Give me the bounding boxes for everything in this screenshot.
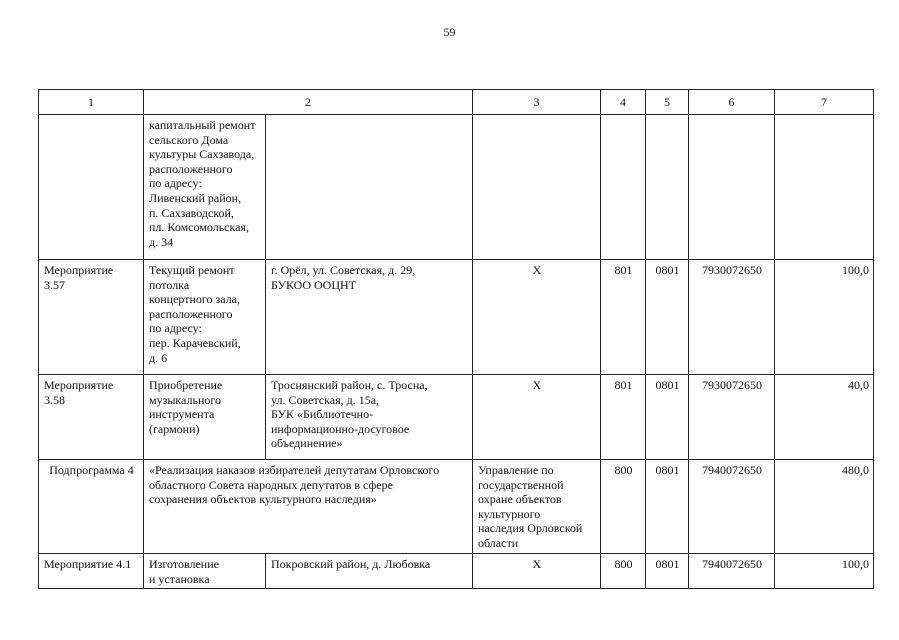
budget-table <box>38 89 874 589</box>
responsible-cell: X <box>473 554 601 589</box>
table-header-row <box>39 90 874 115</box>
header-cell: 4 <box>601 90 646 115</box>
table-row <box>39 260 874 375</box>
header-cell: 7 <box>775 90 874 115</box>
section-cell: 0801 <box>646 375 689 460</box>
code-cell: 801 <box>601 375 646 460</box>
event-code-cell: Мероприятие 3.58 <box>39 375 144 460</box>
code-cell: 801 <box>601 260 646 375</box>
section-cell: 0801 <box>646 260 689 375</box>
header-cell: 2 <box>144 90 473 115</box>
amount-cell: 100,0 <box>775 260 874 375</box>
event-code-cell <box>39 115 144 260</box>
amount-cell <box>775 115 874 260</box>
responsible-cell <box>473 115 601 260</box>
event-address-cell <box>266 115 473 260</box>
event-address-cell: г. Орёл, ул. Советская, д. 29, БУКОО ООЦНТ <box>266 260 473 375</box>
event-name-cell: Приобретение музыкального инструмента (гармони) <box>144 375 266 460</box>
code-cell: 800 <box>601 554 646 589</box>
target-article-cell <box>689 115 775 260</box>
amount-cell: 40,0 <box>775 375 874 460</box>
section-cell: 0801 <box>646 460 689 554</box>
header-cell: 3 <box>473 90 601 115</box>
amount-cell: 480,0 <box>775 460 874 554</box>
responsible-cell: Управление по государственной охране объектов культурного наследия Орловской области <box>473 460 601 554</box>
code-cell <box>601 115 646 260</box>
code-cell: 800 <box>601 460 646 554</box>
subprogram-name-cell: «Реализация наказов избирателей депутатам Орловского областного Совета народных депутатов в сфере сохранения объектов культурного наследия» <box>144 460 473 554</box>
header-cell: 1 <box>39 90 144 115</box>
event-name-cell: Текущий ремонт потолка концертного зала, расположенного по адресу: пер. Карачевский, д. 6 <box>144 260 266 375</box>
event-name-cell: капитальный ремонт сельского Дома культуры Сахзавода, расположенного по адресу: Ливенский район, п. Сахзаводской, пл. Комсомольская, д. 34 <box>144 115 266 260</box>
amount-cell: 100,0 <box>775 554 874 589</box>
responsible-cell: X <box>473 260 601 375</box>
target-article-cell: 7940072650 <box>689 554 775 589</box>
section-cell: 0801 <box>646 554 689 589</box>
section-cell <box>646 115 689 260</box>
header-cell: 5 <box>646 90 689 115</box>
subprogram-code-cell: Подпрограмма 4 <box>39 460 144 554</box>
table-row <box>39 460 874 554</box>
target-article-cell: 7940072650 <box>689 460 775 554</box>
page-number: 59 <box>443 25 456 39</box>
event-code-cell: Мероприятие 4.1 <box>39 554 144 589</box>
event-address-cell: Покровский район, д. Любовка <box>266 554 473 589</box>
table-row <box>39 554 874 589</box>
target-article-cell: 7930072650 <box>689 375 775 460</box>
header-cell: 6 <box>689 90 775 115</box>
target-article-cell: 7930072650 <box>689 260 775 375</box>
responsible-cell: X <box>473 375 601 460</box>
table-row <box>39 115 874 260</box>
event-address-cell: Троснянский район, с. Тросна, ул. Советская, д. 15а, БУК «Библиотечно- информационно-досуговое объединение» <box>266 375 473 460</box>
table-row <box>39 375 874 460</box>
event-code-cell: Мероприятие 3.57 <box>39 260 144 375</box>
event-name-cell: Изготовление и установка <box>144 554 266 589</box>
